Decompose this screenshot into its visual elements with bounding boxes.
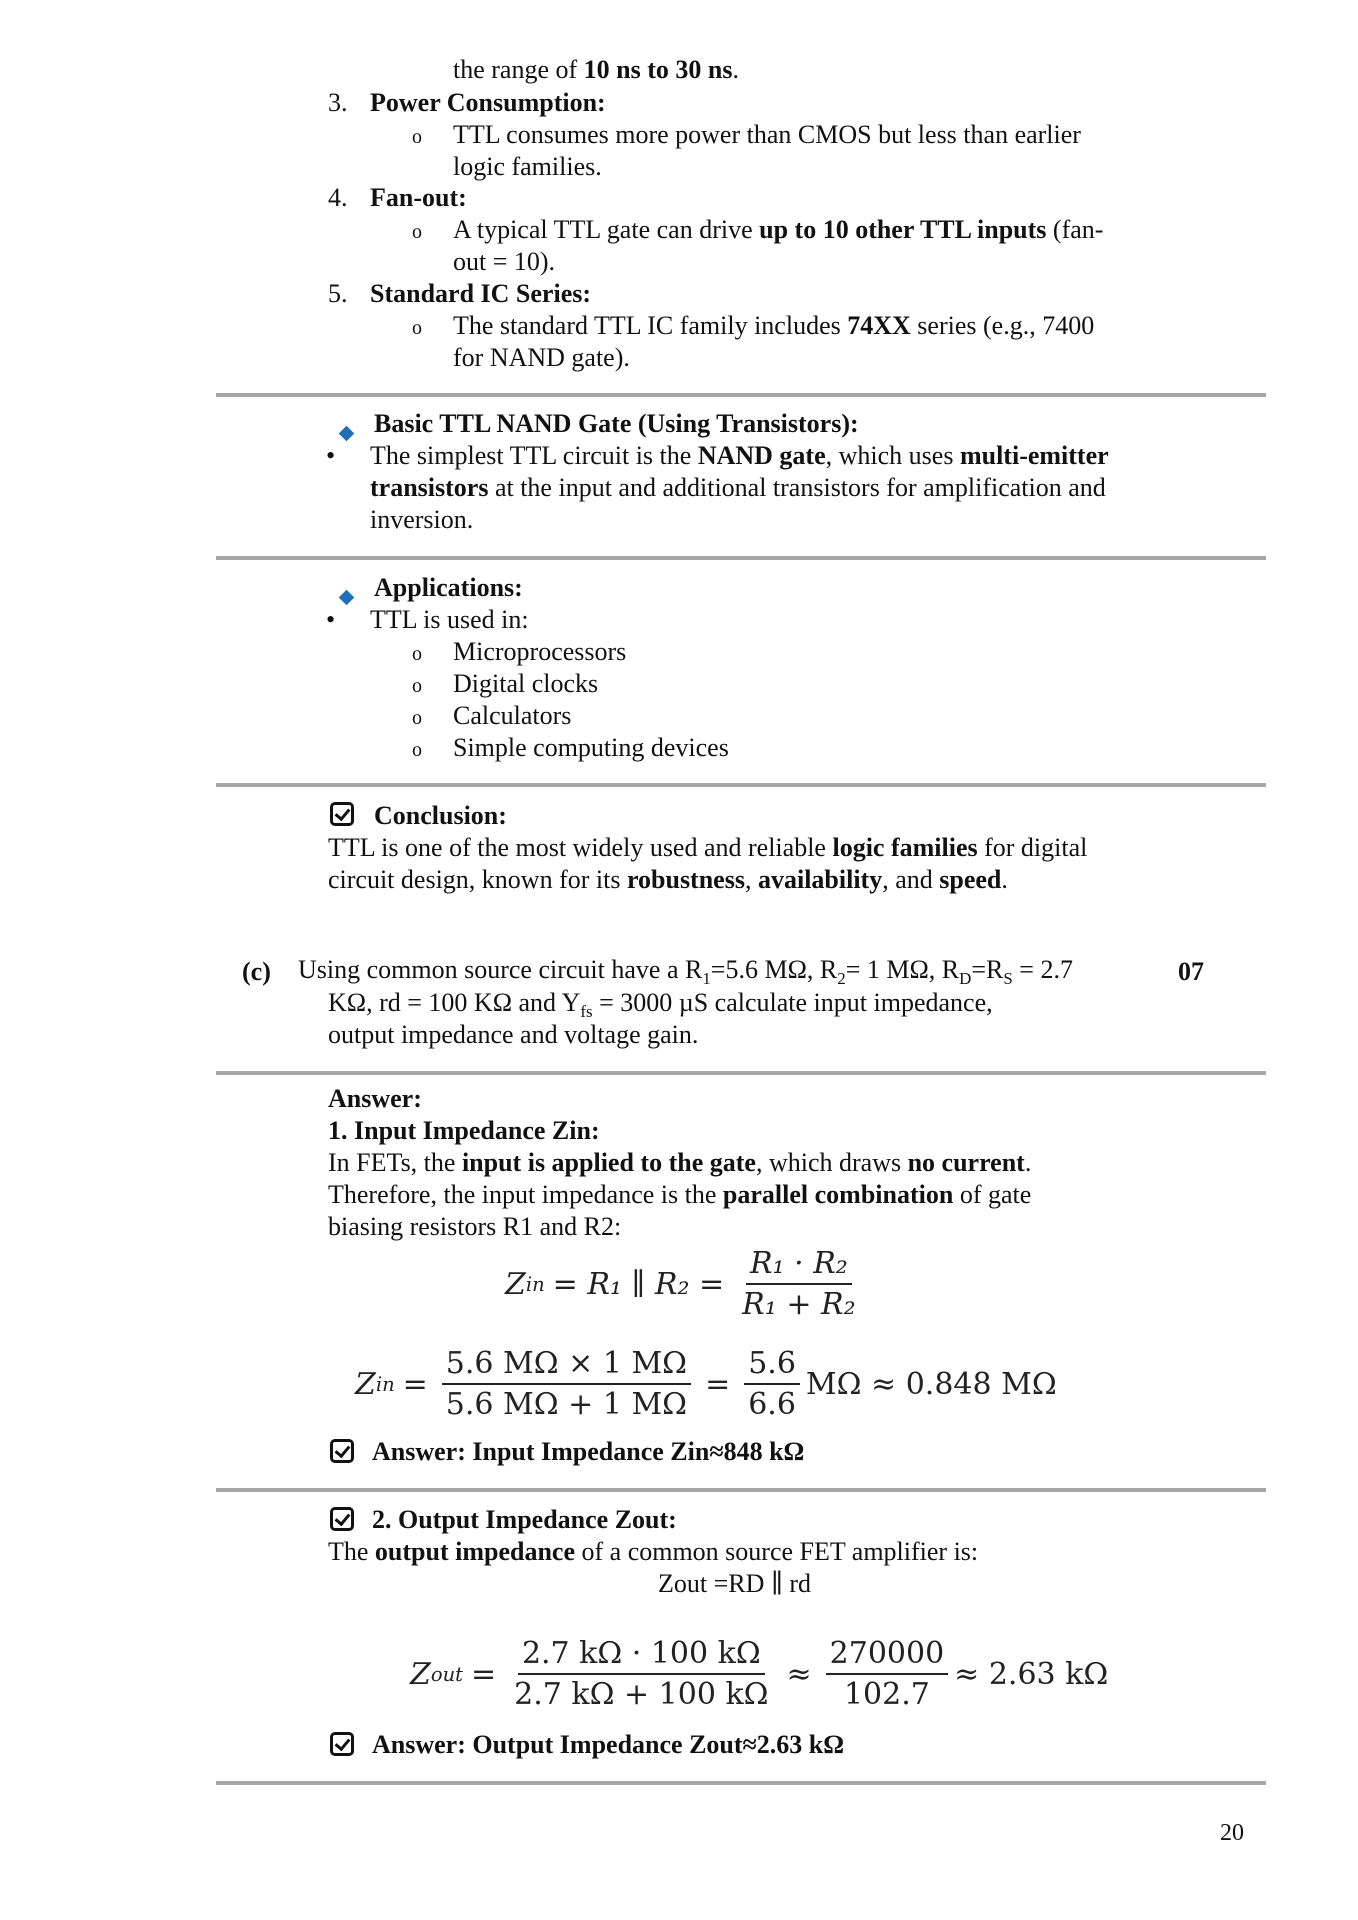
fraction-denominator: 6.6 — [748, 1387, 796, 1422]
list-item: Simple computing devices — [453, 733, 729, 762]
bold-text: input is applied to the gate — [461, 1148, 756, 1177]
item-title: Power Consumption: — [370, 88, 606, 117]
math-text: MΩ ≈ 0.848 MΩ — [805, 1366, 1057, 1402]
text: = 2.7 — [1012, 955, 1073, 984]
section-heading: Basic TTL NAND Gate (Using Transistors): — [374, 409, 859, 438]
question-line — [328, 988, 993, 1022]
math-text: ≈ 2.63 kΩ — [954, 1656, 1109, 1692]
checkbox-icon — [330, 1505, 354, 1535]
list-item: Calculators — [453, 701, 572, 730]
divider — [216, 783, 1266, 787]
fraction-numerator: 5.6 — [744, 1346, 800, 1385]
text: Therefore, the input impedance is the — [328, 1180, 723, 1209]
divider — [216, 1488, 1266, 1492]
paragraph-line — [370, 441, 1109, 471]
text: . — [1001, 865, 1008, 894]
text: , and — [882, 865, 940, 894]
text: (fan- — [1046, 215, 1104, 244]
bold-text: NAND gate — [697, 441, 826, 470]
item-title: Standard IC Series: — [370, 279, 592, 308]
circle-bullet-icon: o — [412, 221, 422, 243]
circle-bullet-icon: o — [412, 643, 422, 665]
item-text — [453, 215, 1103, 245]
fraction-denominator: 5.6 MΩ + 1 MΩ — [445, 1387, 688, 1422]
subscript: S — [1003, 969, 1013, 989]
bold-text: logic families — [832, 833, 978, 862]
diamond-bullet-icon — [341, 580, 352, 610]
math-text: = R₁ ∥ R₂ = — [552, 1266, 725, 1302]
list-item: Microprocessors — [453, 637, 627, 666]
checkbox-icon — [330, 1437, 354, 1467]
text: The standard TTL IC family includes — [453, 311, 848, 340]
circle-bullet-icon: o — [412, 739, 422, 761]
bold-text: multi-emitter — [959, 441, 1109, 470]
checkbox-icon — [330, 800, 354, 830]
formula-text: Zout =RD ∥ rd — [658, 1569, 812, 1598]
bold-text: speed — [939, 865, 1002, 894]
paragraph-line — [328, 865, 1008, 895]
math-symbol: Z — [505, 1266, 526, 1302]
text: for digital — [977, 833, 1088, 862]
divider — [216, 393, 1266, 397]
item-title: Fan-out: — [370, 183, 467, 212]
text: , which uses — [825, 441, 960, 470]
fraction-denominator: 102.7 — [843, 1677, 930, 1712]
answer-label: Answer: — [328, 1084, 422, 1113]
text: circuit design, known for its — [328, 865, 627, 894]
subscript: 2 — [837, 969, 846, 989]
circle-bullet-icon: o — [412, 126, 422, 148]
text: KΩ, rd = 100 KΩ and Y — [328, 988, 581, 1017]
bold-text: up to 10 other TTL inputs — [759, 215, 1047, 244]
item-text: for NAND gate). — [453, 343, 630, 372]
paragraph-line: biasing resistors R1 and R2: — [328, 1212, 622, 1241]
math-symbol: Z — [355, 1366, 376, 1402]
result-text: Answer: Input Impedance Zin≈848 kΩ — [372, 1437, 805, 1466]
list-number: 4. — [328, 183, 348, 212]
item-text: logic families. — [453, 152, 602, 181]
paragraph-line — [370, 473, 1106, 503]
text: of a common source FET amplifier is: — [575, 1537, 979, 1566]
list-item: Digital clocks — [453, 669, 599, 698]
text: The — [328, 1537, 375, 1566]
text: = 3000 µS calculate input impedance, — [592, 988, 993, 1017]
bold-text: robustness — [626, 865, 745, 894]
paragraph-line — [328, 1180, 1031, 1210]
question-line — [298, 955, 1073, 989]
text: the range of — [453, 55, 584, 84]
subscript: fs — [580, 1002, 593, 1022]
checkbox-icon — [330, 1730, 354, 1760]
circle-bullet-icon: o — [412, 317, 422, 339]
math-symbol: Z — [410, 1656, 431, 1692]
question-line: output impedance and voltage gain. — [328, 1020, 699, 1049]
bold-text: availability — [757, 865, 883, 894]
item-text — [453, 311, 1094, 341]
page-number: 20 — [1220, 1820, 1244, 1846]
section-heading: Applications: — [374, 573, 523, 602]
text: . — [1024, 1148, 1032, 1177]
subsection-title: 2. Output Impedance Zout: — [372, 1505, 677, 1534]
math-subscript: in — [525, 1272, 545, 1296]
text: The simplest TTL circuit is the — [370, 441, 698, 470]
text: Using common source circuit have a R — [298, 955, 703, 984]
divider — [216, 1781, 1266, 1785]
circle-bullet-icon: o — [412, 707, 422, 729]
text: at the input and additional transistors for amplification and — [488, 473, 1106, 502]
result-text: Answer: Output Impedance Zout≈2.63 kΩ — [372, 1730, 845, 1759]
fraction-numerator: 5.6 MΩ × 1 MΩ — [442, 1346, 691, 1385]
text: TTL is one of the most widely used and reliable — [328, 833, 833, 862]
diamond-bullet-icon — [341, 416, 352, 446]
paragraph-line — [328, 1148, 1031, 1178]
divider — [216, 556, 1266, 560]
fraction-numerator: R₁ · R₂ — [746, 1246, 852, 1285]
fraction-denominator: R₁ + R₂ — [742, 1287, 856, 1322]
math-subscript: out — [430, 1662, 463, 1686]
text: , which draws — [755, 1148, 908, 1177]
question-marks: 07 — [1178, 957, 1204, 986]
subsection-title: 1. Input Impedance Zin: — [328, 1116, 600, 1145]
paragraph-line: inversion. — [370, 505, 474, 534]
bold-text: parallel combination — [722, 1180, 954, 1209]
divider — [216, 1071, 1266, 1075]
bullet-icon: • — [326, 605, 336, 634]
bold-text: no current — [907, 1148, 1025, 1177]
text: , — [744, 865, 758, 894]
equation-zin-value: Z in = $\frac{5.6 M\Omega \times 1 M\Omega}{5.6 M\Omega + 1 M\Omega}$ = $\frac{5.6}{6.6}$ MΩ ≈ 0.848 MΩ — [355, 1346, 1057, 1422]
text: of gate — [953, 1180, 1032, 1209]
equation-zout-value: Z out = $\frac{2.7 k\Omega \cdot 100 k\Omega}{2.7 k\Omega + 100 k\Omega}$ ≈ $\frac{270000}{102.7}$ ≈ 2.63 kΩ — [410, 1636, 1109, 1712]
text: =5.6 MΩ, R — [710, 955, 838, 984]
bold-text: output impedance — [374, 1537, 575, 1566]
bold-text: 10 ns to 30 ns — [583, 55, 733, 84]
bold-text: 74XX — [847, 311, 911, 340]
question-label: (c) — [242, 957, 271, 986]
bold-text: transistors — [370, 473, 489, 502]
subscript: 1 — [702, 969, 711, 989]
subscript: D — [959, 969, 972, 989]
fraction-numerator: 2.7 kΩ · 100 kΩ — [518, 1636, 765, 1675]
equation-zin-formula — [505, 1246, 866, 1322]
text: A typical TTL gate can drive — [453, 215, 760, 244]
continuation-line — [453, 55, 739, 85]
fraction-denominator: 2.7 kΩ + 100 kΩ — [514, 1677, 769, 1712]
section-heading: Conclusion: — [374, 801, 507, 830]
paragraph-line: TTL is used in: — [370, 605, 529, 634]
item-text: TTL consumes more power than CMOS but less than earlier — [453, 120, 1081, 149]
text: =R — [971, 955, 1004, 984]
list-number: 5. — [328, 279, 348, 308]
list-number: 3. — [328, 88, 348, 117]
text: series (e.g., 7400 — [910, 311, 1095, 340]
text: . — [732, 55, 739, 84]
item-text: out = 10). — [453, 247, 556, 276]
paragraph-line — [328, 833, 1087, 863]
text: In FETs, the — [328, 1148, 462, 1177]
paragraph-line — [328, 1537, 978, 1567]
fraction-numerator: 270000 — [826, 1636, 949, 1675]
circle-bullet-icon: o — [412, 675, 422, 697]
bullet-icon: • — [326, 441, 336, 470]
math-subscript: in — [375, 1372, 395, 1396]
text: = 1 MΩ, R — [845, 955, 960, 984]
